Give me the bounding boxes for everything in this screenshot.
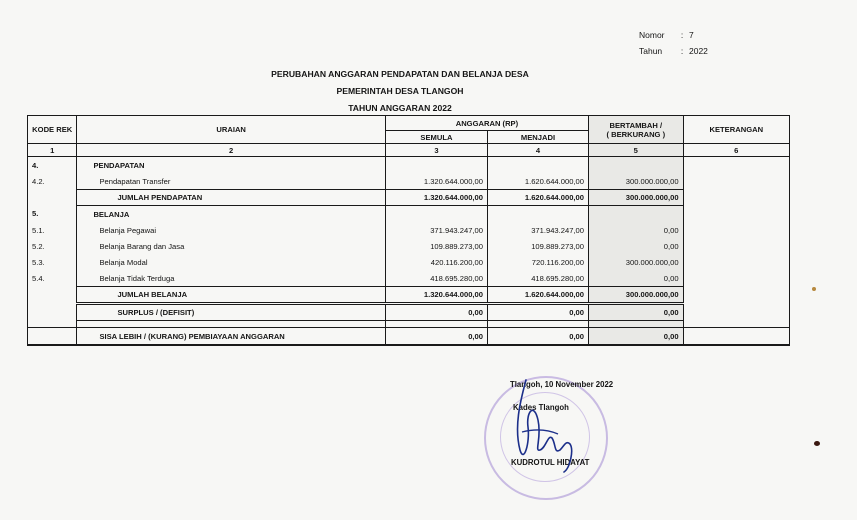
surplus-semula: 0,00 — [385, 304, 487, 321]
kode-cell: 5.1. — [28, 222, 77, 238]
surplus-menjadi: 0,00 — [487, 304, 588, 321]
table-row — [28, 270, 790, 287]
kode-cell: 4. — [28, 157, 77, 174]
total-row-pendapatan — [28, 190, 790, 206]
paper-speck — [812, 287, 816, 291]
header-bertambah-line-2: ( BERKURANG ) — [606, 129, 666, 139]
semula-cell: 109.889.273,00 — [385, 238, 487, 254]
menjadi-cell: 1.620.644.000,00 — [487, 173, 588, 190]
col-number-2: 2 — [77, 144, 385, 157]
total-selisih: 300.000.000,00 — [589, 287, 684, 304]
menjadi-cell: 418.695.280,00 — [487, 270, 588, 287]
kode-cell: 4.2. — [28, 173, 77, 190]
sisa-menjadi: 0,00 — [487, 328, 588, 346]
header-bertambah — [589, 116, 684, 144]
menjadi-cell: 720.116.200,00 — [487, 254, 588, 270]
kode-cell: 5.3. — [28, 254, 77, 270]
semula-cell: 418.695.280,00 — [385, 270, 487, 287]
nomor-row — [639, 27, 708, 43]
nomor-value: 7 — [689, 30, 694, 40]
tahun-label: Tahun — [639, 46, 663, 56]
header-keterangan: KETERANGAN — [683, 116, 789, 144]
uraian-cell: Belanja Tidak Terduga — [77, 270, 385, 287]
title-line-2: PEMERINTAH DESA TLANGOH — [336, 86, 464, 96]
total-semula: 1.320.644.000,00 — [385, 287, 487, 304]
kode-cell: 5. — [28, 206, 77, 223]
sisa-semula: 0,00 — [385, 328, 487, 346]
uraian-cell: PENDAPATAN — [77, 157, 385, 174]
handwritten-signature — [500, 372, 590, 482]
table-row — [28, 238, 790, 254]
section-row-belanja — [28, 206, 790, 223]
total-semula: 1.320.644.000,00 — [385, 190, 487, 206]
tahun-row — [639, 43, 708, 59]
header-menjadi: MENJADI — [487, 131, 588, 144]
tahun-value: 2022 — [689, 46, 708, 56]
col-number-6: 6 — [683, 144, 789, 157]
section-row-pendapatan — [28, 157, 790, 174]
total-selisih: 300.000.000,00 — [589, 190, 684, 206]
header-semula: SEMULA — [385, 131, 487, 144]
signature-position: Kades Tlangoh — [513, 403, 569, 412]
surplus-selisih: 0,00 — [589, 304, 684, 321]
menjadi-cell: 371.943.247,00 — [487, 222, 588, 238]
title-line-3: TAHUN ANGGARAN 2022 — [348, 103, 452, 113]
uraian-cell: Belanja Modal — [77, 254, 385, 270]
total-menjadi: 1.620.644.000,00 — [487, 287, 588, 304]
header-row-1 — [28, 116, 790, 131]
semula-cell: 371.943.247,00 — [385, 222, 487, 238]
spacer-row — [28, 321, 790, 328]
header-uraian: URAIAN — [77, 116, 385, 144]
sisa-label: SISA LEBIH / (KURANG) PEMBIAYAAN ANGGARAN — [77, 328, 385, 346]
document-title — [200, 66, 600, 117]
total-row-belanja — [28, 287, 790, 304]
semula-cell: 420.116.200,00 — [385, 254, 487, 270]
budget-table — [27, 115, 790, 346]
kode-cell: 5.4. — [28, 270, 77, 287]
document-meta — [639, 27, 708, 59]
col-number-5: 5 — [589, 144, 684, 157]
col-number-1: 1 — [28, 144, 77, 157]
sisa-row — [28, 328, 790, 346]
signature-place-date: Tlangoh, 10 November 2022 — [510, 380, 614, 389]
total-menjadi: 1.620.644.000,00 — [487, 190, 588, 206]
nomor-label: Nomor — [639, 30, 665, 40]
surplus-row — [28, 304, 790, 321]
uraian-cell: Belanja Pegawai — [77, 222, 385, 238]
header-anggaran: ANGGARAN (RP) — [385, 116, 588, 131]
table-row — [28, 173, 790, 190]
total-label: JUMLAH BELANJA — [77, 287, 385, 304]
paper-speck — [814, 441, 820, 446]
signature-name: KUDROTUL HIDAYAT — [511, 458, 590, 467]
nomor-separator: : — [680, 30, 684, 40]
kode-cell: 5.2. — [28, 238, 77, 254]
total-label: JUMLAH PENDAPATAN — [77, 190, 385, 206]
selisih-cell: 300.000.000,00 — [589, 173, 684, 190]
title-line-1: PERUBAHAN ANGGARAN PENDAPATAN DAN BELANJA DESA — [271, 69, 529, 79]
header-bertambah-line-1: BERTAMBAH / — [609, 120, 663, 130]
uraian-cell: Pendapatan Transfer — [77, 173, 385, 190]
col-number-4: 4 — [487, 144, 588, 157]
uraian-cell: Belanja Barang dan Jasa — [77, 238, 385, 254]
header-kode-rek: KODE REK — [28, 116, 77, 144]
semula-cell: 1.320.644.000,00 — [385, 173, 487, 190]
menjadi-cell: 109.889.273,00 — [487, 238, 588, 254]
sisa-selisih: 0,00 — [589, 328, 684, 346]
surplus-label: SURPLUS / (DEFISIT) — [77, 304, 385, 321]
selisih-cell: 0,00 — [589, 270, 684, 287]
selisih-cell: 0,00 — [589, 222, 684, 238]
table-row — [28, 222, 790, 238]
tahun-separator: : — [680, 46, 684, 56]
column-number-row — [28, 144, 790, 157]
col-number-3: 3 — [385, 144, 487, 157]
table-row — [28, 254, 790, 270]
selisih-cell: 300.000.000,00 — [589, 254, 684, 270]
uraian-cell: BELANJA — [77, 206, 385, 223]
selisih-cell: 0,00 — [589, 238, 684, 254]
